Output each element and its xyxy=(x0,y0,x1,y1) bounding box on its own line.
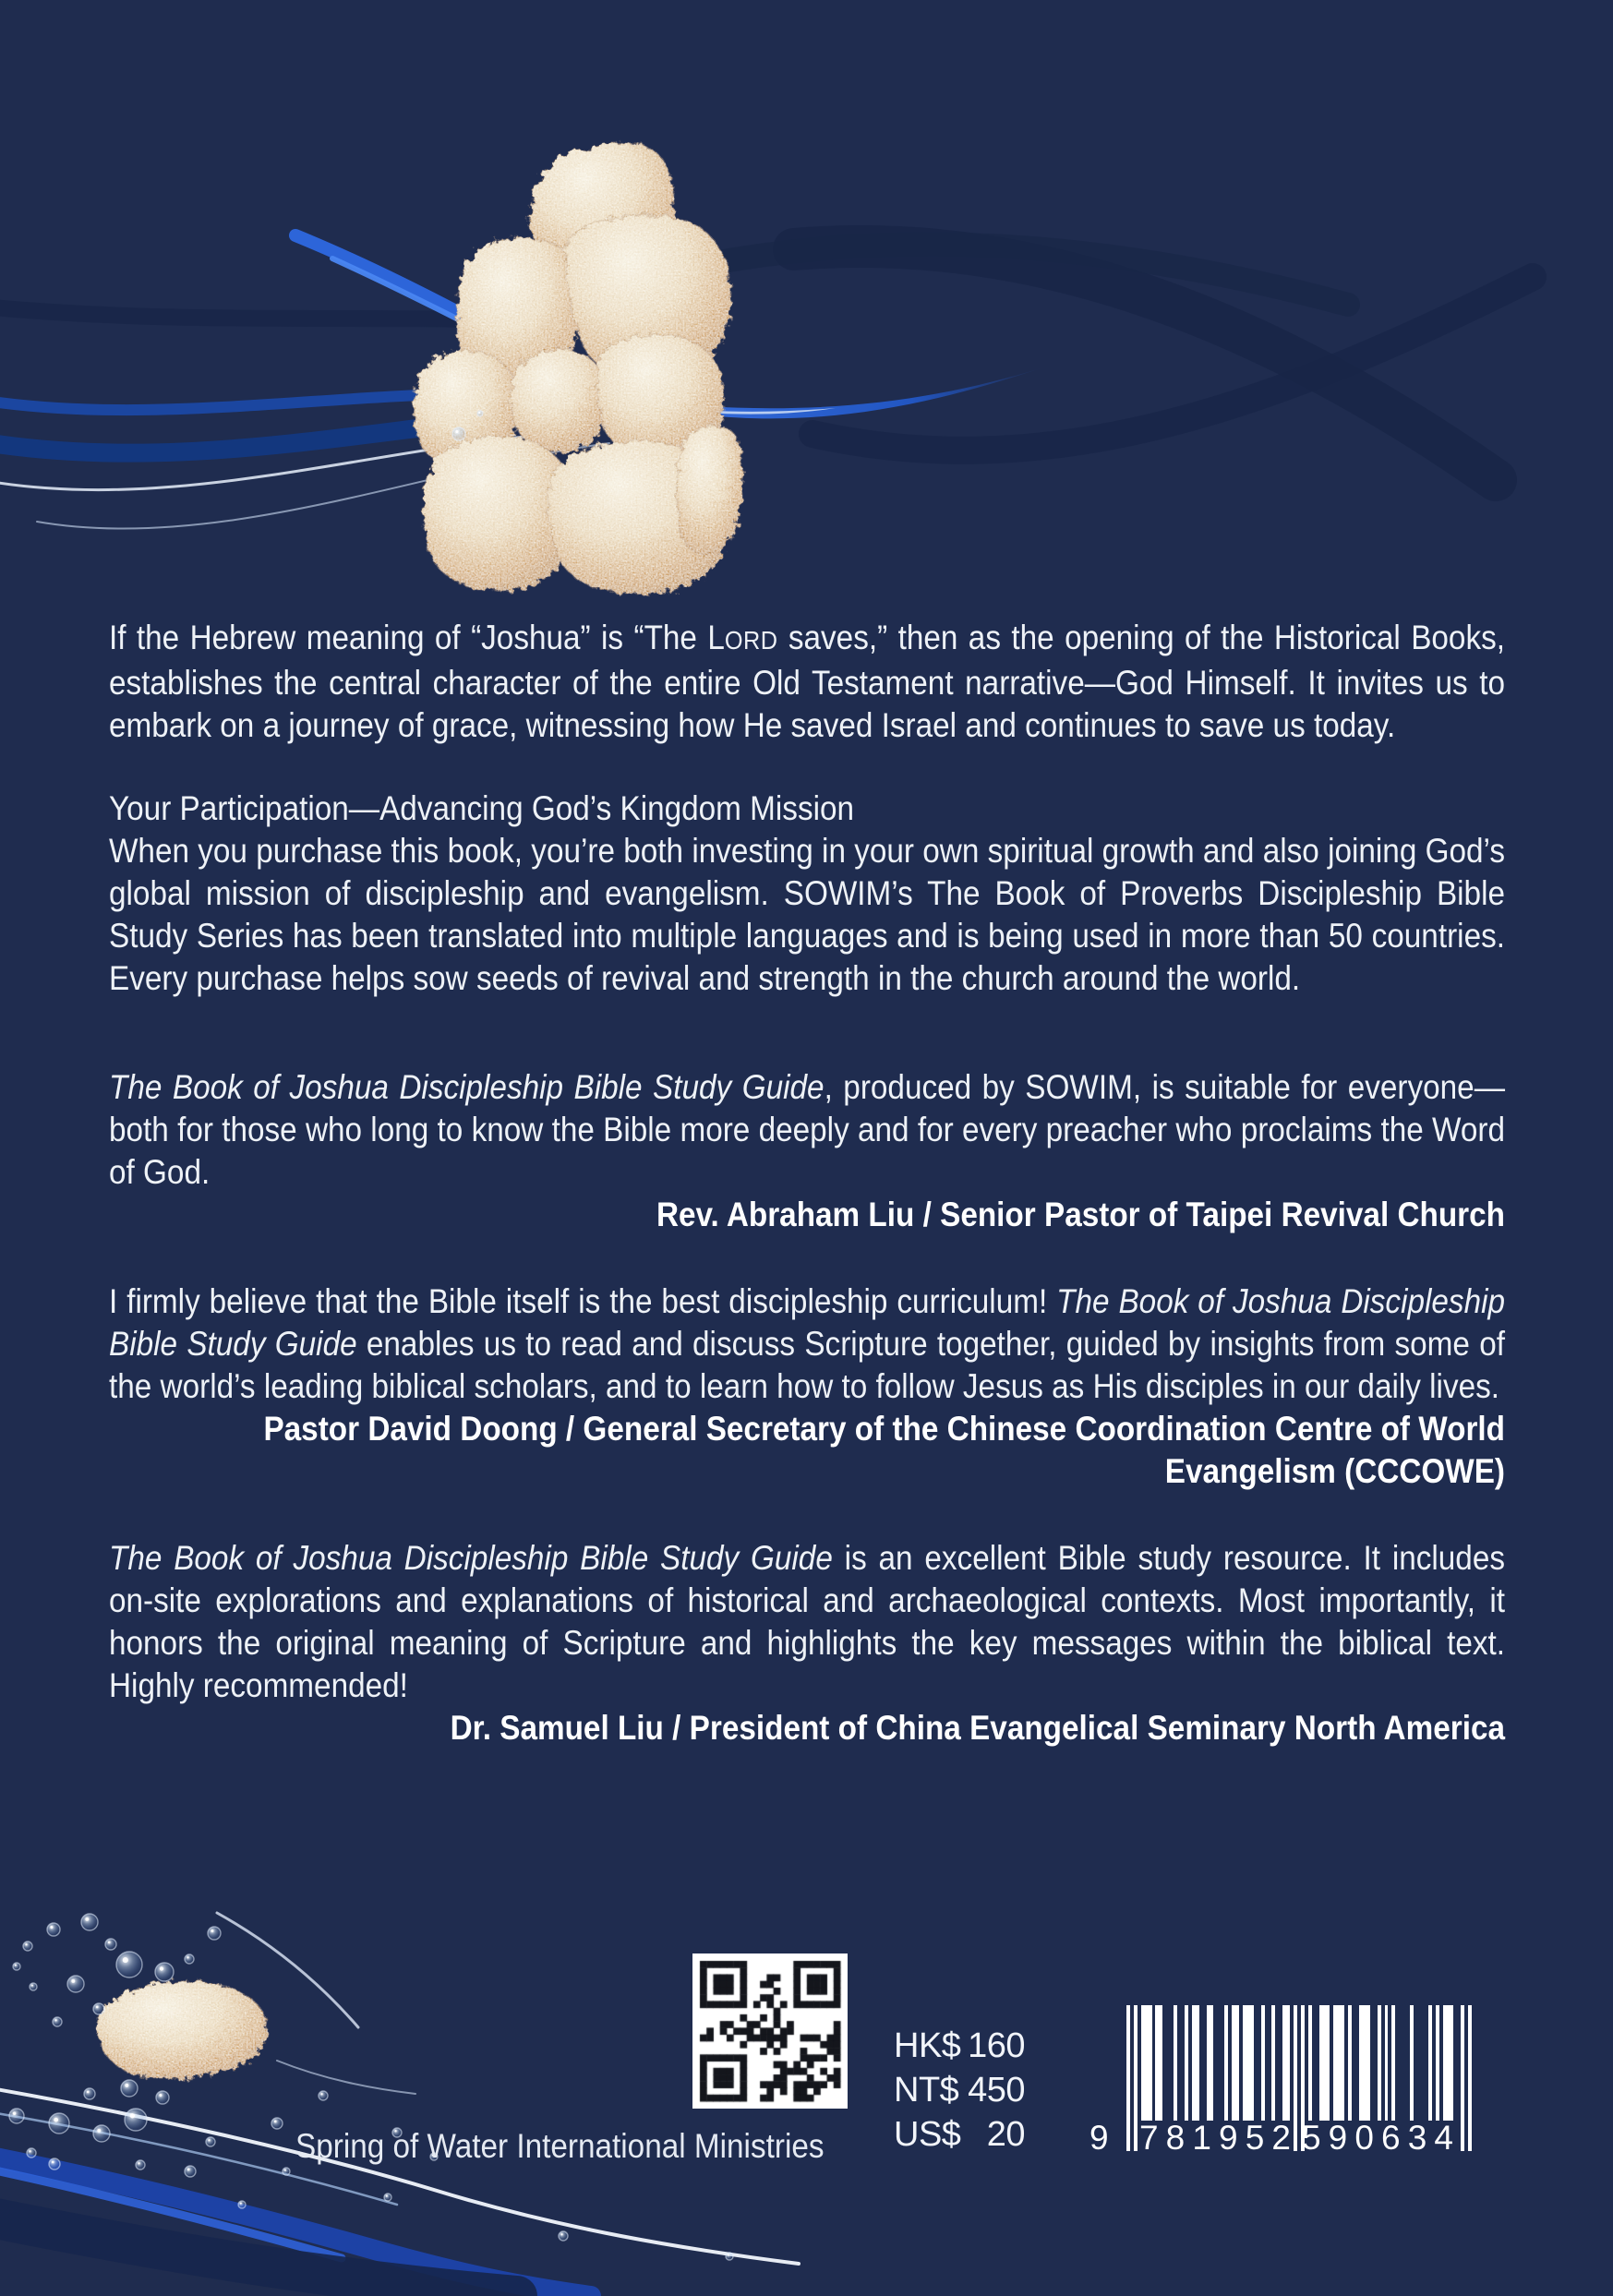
currency-label: US$ xyxy=(894,2114,961,2154)
endorsement-attribution-2: Pastor David Doong / General Secretary of the Chinese Coordination Centre of World Evangelism (CCCOWE) xyxy=(263,1410,1506,1490)
barcode-digit-group-1: 7 8 1 9 5 2 xyxy=(1139,2119,1291,2157)
book-title-italic: The Book of Joshua Discipleship Bible Study Guide xyxy=(109,1539,833,1577)
quote-text: , produced by SOWIM, is suitable for everyone—both for those who long to know the Bible more deeply and for every preacher who proclaims the Word of God. xyxy=(109,1068,1505,1191)
endorsement-quote-2 xyxy=(109,1280,1505,1408)
currency-label: HK$ xyxy=(894,2026,961,2065)
water-waves-graphic xyxy=(0,235,1533,529)
participation-heading: Your Participation—Advancing God’s Kingdom Mission xyxy=(109,789,855,827)
price-amount: 20 xyxy=(986,2114,1025,2154)
qr-code xyxy=(692,1953,848,2109)
small-caps-lord: ORD xyxy=(724,626,778,655)
isbn-barcode xyxy=(1089,2005,1487,2158)
barcode-digit-group-2: 5 9 0 6 3 4 xyxy=(1302,2119,1453,2157)
price-list xyxy=(894,2024,1025,2157)
participation-paragraph xyxy=(109,787,1505,1000)
qr-code-canvas xyxy=(692,1953,848,2109)
price-row-usd xyxy=(894,2112,1025,2157)
endorsement-attribution-3: Dr. Samuel Liu / President of China Evangelical Seminary North America xyxy=(450,1709,1505,1747)
price-amount: 160 xyxy=(968,2026,1025,2065)
quote-text: is an excellent Bible study resource. It includes on-site explorations and explanations of historical and archaeological contexts. Most importantly, it honors the original meaning of Scripture and highlights the key messages within the biblical text. Highly recommended! xyxy=(109,1539,1506,1704)
back-cover-text-block xyxy=(109,617,1505,1749)
endorsement-attribution-1: Rev. Abraham Liu / Senior Pastor of Taipei Revival Church xyxy=(656,1196,1505,1233)
endorsement-quote-3 xyxy=(109,1537,1505,1707)
price-row-ntd xyxy=(894,2068,1025,2112)
intro-text-post: saves,” then as the opening of the Historical Books, establishes the central character of the entire Old Testament narrative—God Himself. It invites us to embark on a journey of grace, witnessing how He saved Israel and continues to save us today. xyxy=(109,619,1506,744)
intro-text-pre: If the Hebrew meaning of “Joshua” is “The L xyxy=(109,619,725,656)
intro-paragraph xyxy=(109,617,1505,747)
price-amount: 450 xyxy=(968,2070,1025,2110)
endorsement-quote-1 xyxy=(109,1066,1505,1194)
participation-body: When you purchase this book, you’re both investing in your own spiritual growth and also joining God’s global mission of discipleship and evangelism. SOWIM’s The Book of Proverbs Discipleship Bible Study Series has been translated into multiple languages and is being used in more than 50 countries. Every purchase helps sow seeds of revival and strength in the church around the world. xyxy=(109,832,1505,997)
barcode-lead-digit: 9 xyxy=(1089,2119,1109,2157)
price-row-hkd xyxy=(894,2024,1025,2068)
quote-pre: I firmly believe that the Bible itself is the best discipleship curriculum! xyxy=(109,1282,1057,1320)
book-title-italic: The Book of Joshua Discipleship Bible Study Guide xyxy=(109,1068,825,1106)
currency-label: NT$ xyxy=(894,2070,959,2110)
book-title-italic: The Book of Joshua Discipleship Bible Study Guide xyxy=(109,1282,1506,1363)
publisher-name: Spring of Water International Ministries xyxy=(295,2127,825,2165)
quote-text: enables us to read and discuss Scripture together, guided by insights from some of the world’s leading biblical scholars, and to learn how to follow Jesus as His disciples in our daily lives. xyxy=(109,1325,1505,1405)
